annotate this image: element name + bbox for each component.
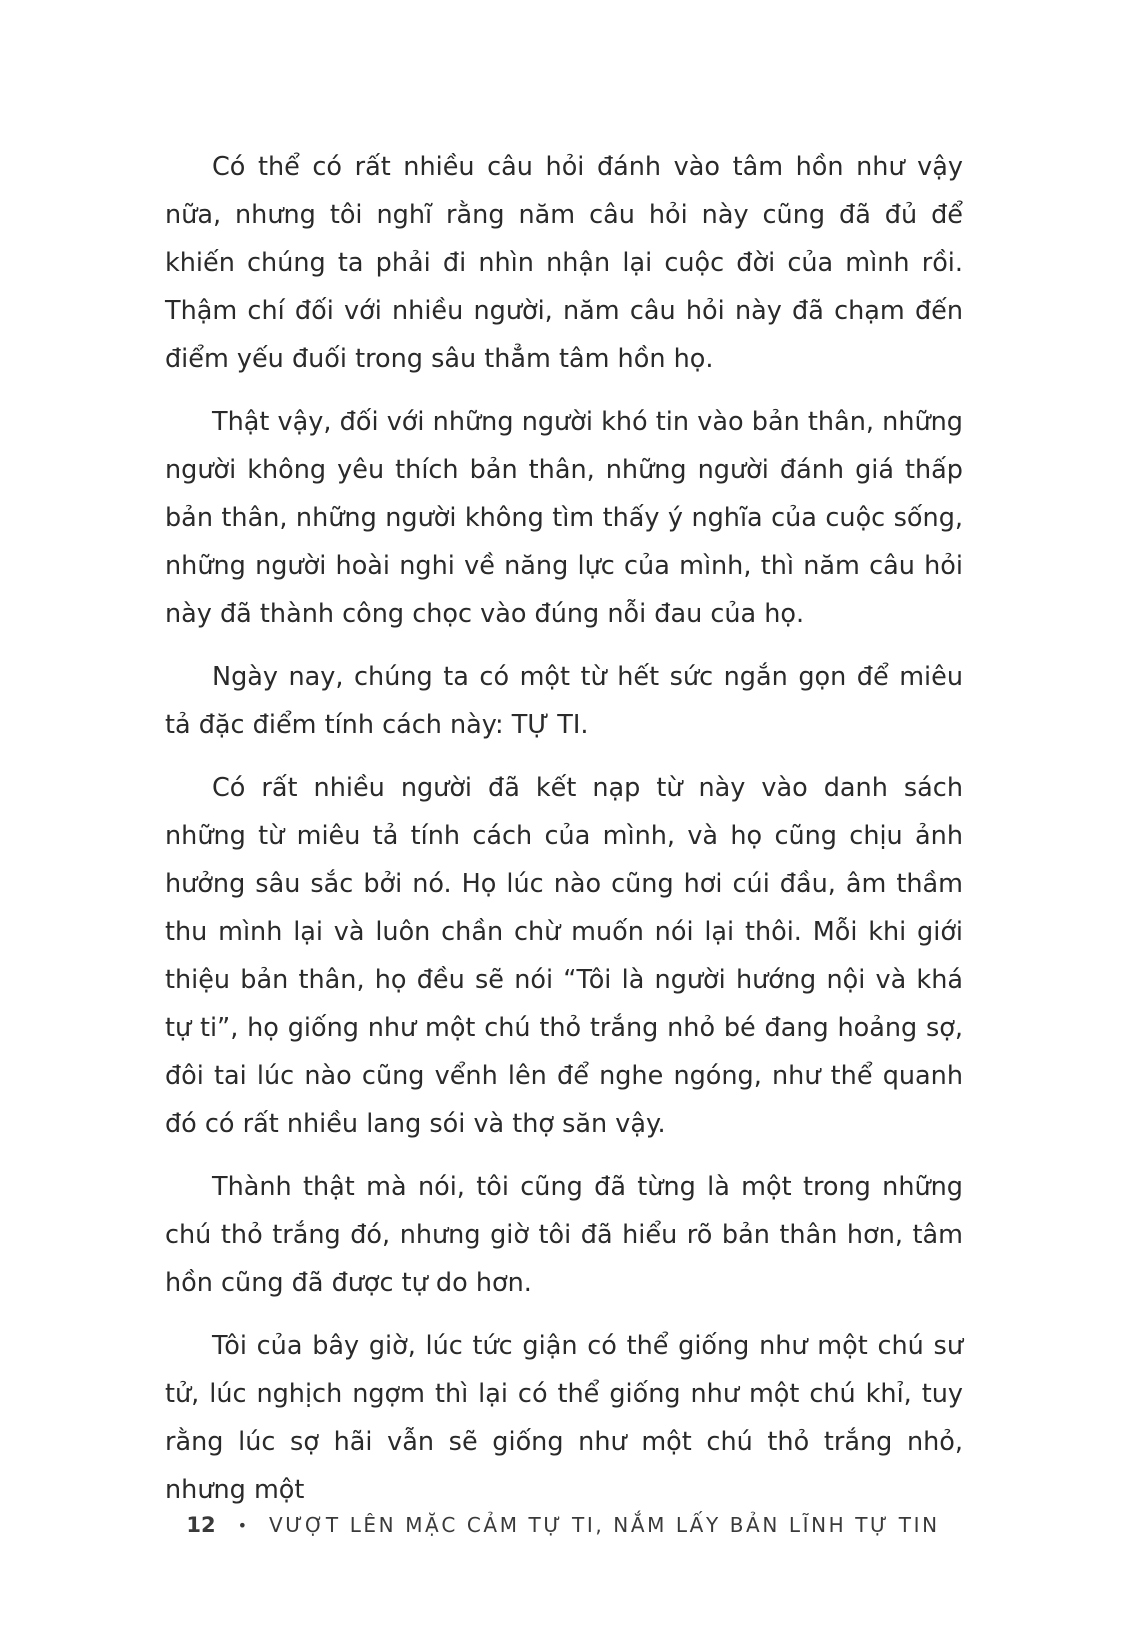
footer-separator: • [237,1515,248,1535]
paragraph: Thành thật mà nói, tôi cũng đã từng là một trong những chú thỏ trắng đó, nhưng giờ tôi đã hiểu rõ bản thân hơn, tâm hồn cũng đã được tự do hơn. [165,1172,963,1298]
paragraph: Ngày nay, chúng ta có một từ hết sức ngắn gọn để miêu tả đặc điểm tính cách này: TỰ TI. [165,662,963,740]
paragraph: Thật vậy, đối với những người khó tin vào bản thân, những người không yêu thích bản thân, những người đánh giá thấp bản thân, những người không tìm thấy ý nghĩa của cuộc sống, những người hoài nghi về năng lực của mình, thì năm câu hỏi này đã thành công chọc vào đúng nỗi đau của họ. [165,407,963,629]
page-number: 12 [186,1513,216,1537]
paragraph: Có rất nhiều người đã kết nạp từ này vào danh sách những từ miêu tả tính cách của mình, và họ cũng chịu ảnh hưởng sâu sắc bởi nó. Họ lúc nào cũng hơi cúi đầu, âm thầm thu mình lại và luôn chần chừ muốn nói lại thôi. Mỗi khi giới thiệu bản thân, họ đều sẽ nói “Tôi là người hướng nội và khá tự ti”, họ giống như một chú thỏ trắng nhỏ bé đang hoảng sợ, đôi tai lúc nào cũng vểnh lên để nghe ngóng, như thể quanh đó có rất nhiều lang sói và thợ săn vậy. [165,773,963,1139]
paragraph: Tôi của bây giờ, lúc tức giận có thể giống như một chú sư tử, lúc nghịch ngợm thì lại có thể giống như một chú khỉ, tuy rằng lúc sợ hãi vẫn sẽ giống như một chú thỏ trắng nhỏ, nhưng một [165,1331,963,1505]
page-footer [0,1510,1126,1540]
body-text [165,143,963,1529]
running-title: VƯỢT LÊN MẶC CẢM TỰ TI, NẮM LẤY BẢN LĨNH TỰ TIN [269,1513,940,1537]
paragraph: Có thể có rất nhiều câu hỏi đánh vào tâm hồn như vậy nữa, nhưng tôi nghĩ rằng năm câu hỏi này cũng đã đủ để khiến chúng ta phải đi nhìn nhận lại cuộc đời của mình rồi. Thậm chí đối với nhiều người, năm câu hỏi này đã chạm đến điểm yếu đuối trong sâu thẳm tâm hồn họ. [165,152,963,374]
